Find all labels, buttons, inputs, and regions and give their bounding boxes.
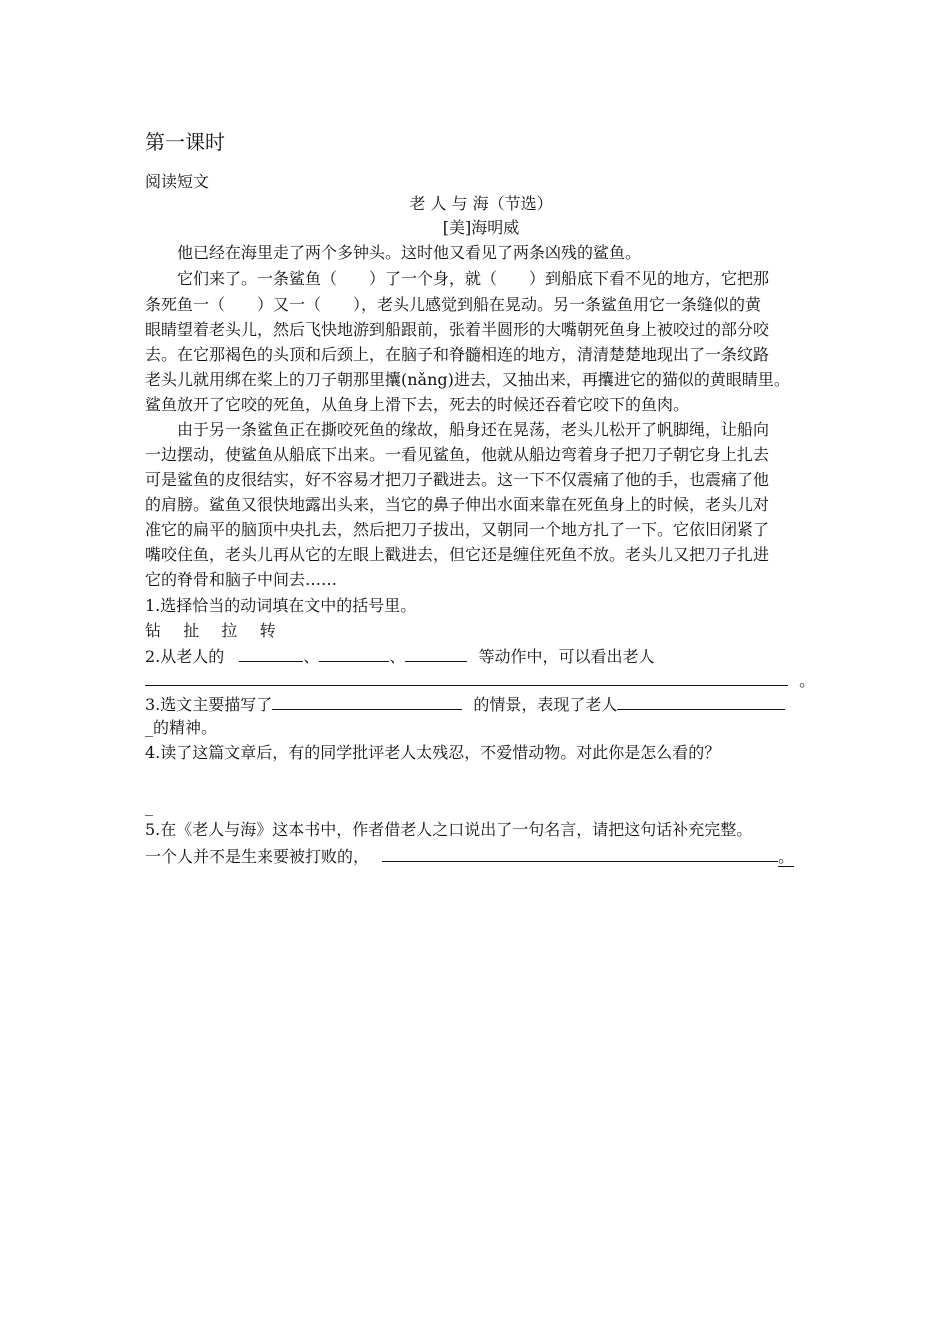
paragraph-line: 嘴咬住鱼，老头儿再从它的左眼上戳进去，但它还是缠住死鱼不放。老头儿又把刀子扎进: [145, 545, 770, 564]
question-2-answer-line: [145, 667, 815, 693]
question-3-cont: _的精神。: [145, 718, 218, 737]
question-3: [145, 691, 785, 717]
paragraph-line: 它的脊骨和脑子中间去……: [145, 570, 338, 589]
answer-blank[interactable]: [382, 843, 778, 862]
word-choice: 转: [259, 621, 276, 640]
period: 。: [799, 671, 816, 690]
article-author: [美]海明威: [442, 218, 520, 237]
answer-blank[interactable]: [272, 691, 462, 710]
answer-blank[interactable]: [617, 691, 785, 710]
period: 。: [778, 847, 795, 866]
paragraph-line: 鲨鱼放开了它咬的死鱼，从鱼身上滑下去，死去的时候还吞着它咬下的鱼肉。: [145, 395, 690, 414]
separator: 、: [389, 647, 406, 666]
question-2-suffix: 等动作中，可以看出老人: [478, 647, 655, 666]
paragraph-line: 它们来了。一条鲨鱼（ ）了一个身，就（ ）到船底下看不见的地方，它把那: [177, 269, 770, 288]
paragraph-line: 的肩膀。鲨鱼又很快地露出头来，当它的鼻子伸出水面来靠在死鱼身上的时候，老头儿对: [145, 495, 770, 514]
question-4-answer[interactable]: _: [145, 797, 153, 816]
word-choices: [145, 619, 276, 643]
question-5-fill: [145, 843, 794, 869]
paragraph-line: 去。在它那褐色的头顶和后颈上，在脑子和脊髓相连的地方，清清楚楚地现出了一条纹路: [145, 345, 770, 364]
paragraph-line: 老头儿就用绑在桨上的刀子朝那里攮(nǎng)进去，又抽出来，再攮进它的猫似的黄眼睛里。: [145, 370, 790, 389]
paragraph-line: 条死鱼一（ ）又一（ ），老头儿感觉到船在晃动。另一条鲨鱼用它一条缝似的黄: [145, 295, 762, 314]
lesson-title: 第一课时: [145, 130, 225, 154]
question-5: 5.在《老人与海》这本书中，作者借老人之口说出了一句名言，请把这句话补充完整。: [145, 820, 753, 839]
word-choice: 钻: [145, 621, 162, 640]
paragraph-line: 他已经在海里走了两个多钟头。这时他又看见了两条凶残的鲨鱼。: [177, 243, 642, 262]
word-choice: 扯: [183, 621, 200, 640]
question-3-mid: 的情景，表现了老人: [473, 695, 618, 714]
question-5-prefix: 一个人并不是生来要被打败的，: [145, 847, 370, 866]
paragraph-line: 准它的扁平的脑顶中央扎去，然后把刀子拔出，又朝同一个地方扎了一下。它依旧闭紧了: [145, 520, 770, 539]
word-choice: 拉: [221, 621, 238, 640]
answer-blank[interactable]: [239, 643, 303, 662]
answer-blank[interactable]: [405, 643, 467, 662]
paragraph-line: 眼睛望着老头儿，然后飞快地游到船跟前，张着半圆形的大嘴朝死鱼身上被咬过的部分咬: [145, 320, 770, 339]
question-4: 4.读了这篇文章后，有的同学批评老人太残忍，不爱惜动物。对此你是怎么看的？: [145, 743, 721, 762]
separator: 、: [303, 647, 320, 666]
question-3-prefix: 3.选文主要描写了: [145, 695, 273, 714]
question-1: 1.选择恰当的动词填在文中的括号里。: [145, 596, 417, 615]
paragraph-line: 一边摆动，使鲨鱼从船底下出来。一看见鲨鱼，他就从船边弯着身子把刀子朝它身上扎去: [145, 445, 770, 464]
answer-blank[interactable]: [319, 643, 389, 662]
article-title: 老 人 与 海（节选）: [409, 194, 553, 213]
answer-blank[interactable]: [145, 667, 788, 686]
paragraph-line: 由于另一条鲨鱼正在撕咬死鱼的缘故，船身还在晃荡，老头儿松开了帆脚绳，让船向: [177, 420, 770, 439]
question-2-prefix: 2.从老人的: [145, 647, 225, 666]
paragraph-line: 可是鲨鱼的皮很结实，好不容易才把刀子戳进去。这一下不仅震痛了他的手，也震痛了他: [145, 470, 770, 489]
question-2: [145, 643, 655, 669]
section-title: 阅读短文: [145, 172, 210, 191]
